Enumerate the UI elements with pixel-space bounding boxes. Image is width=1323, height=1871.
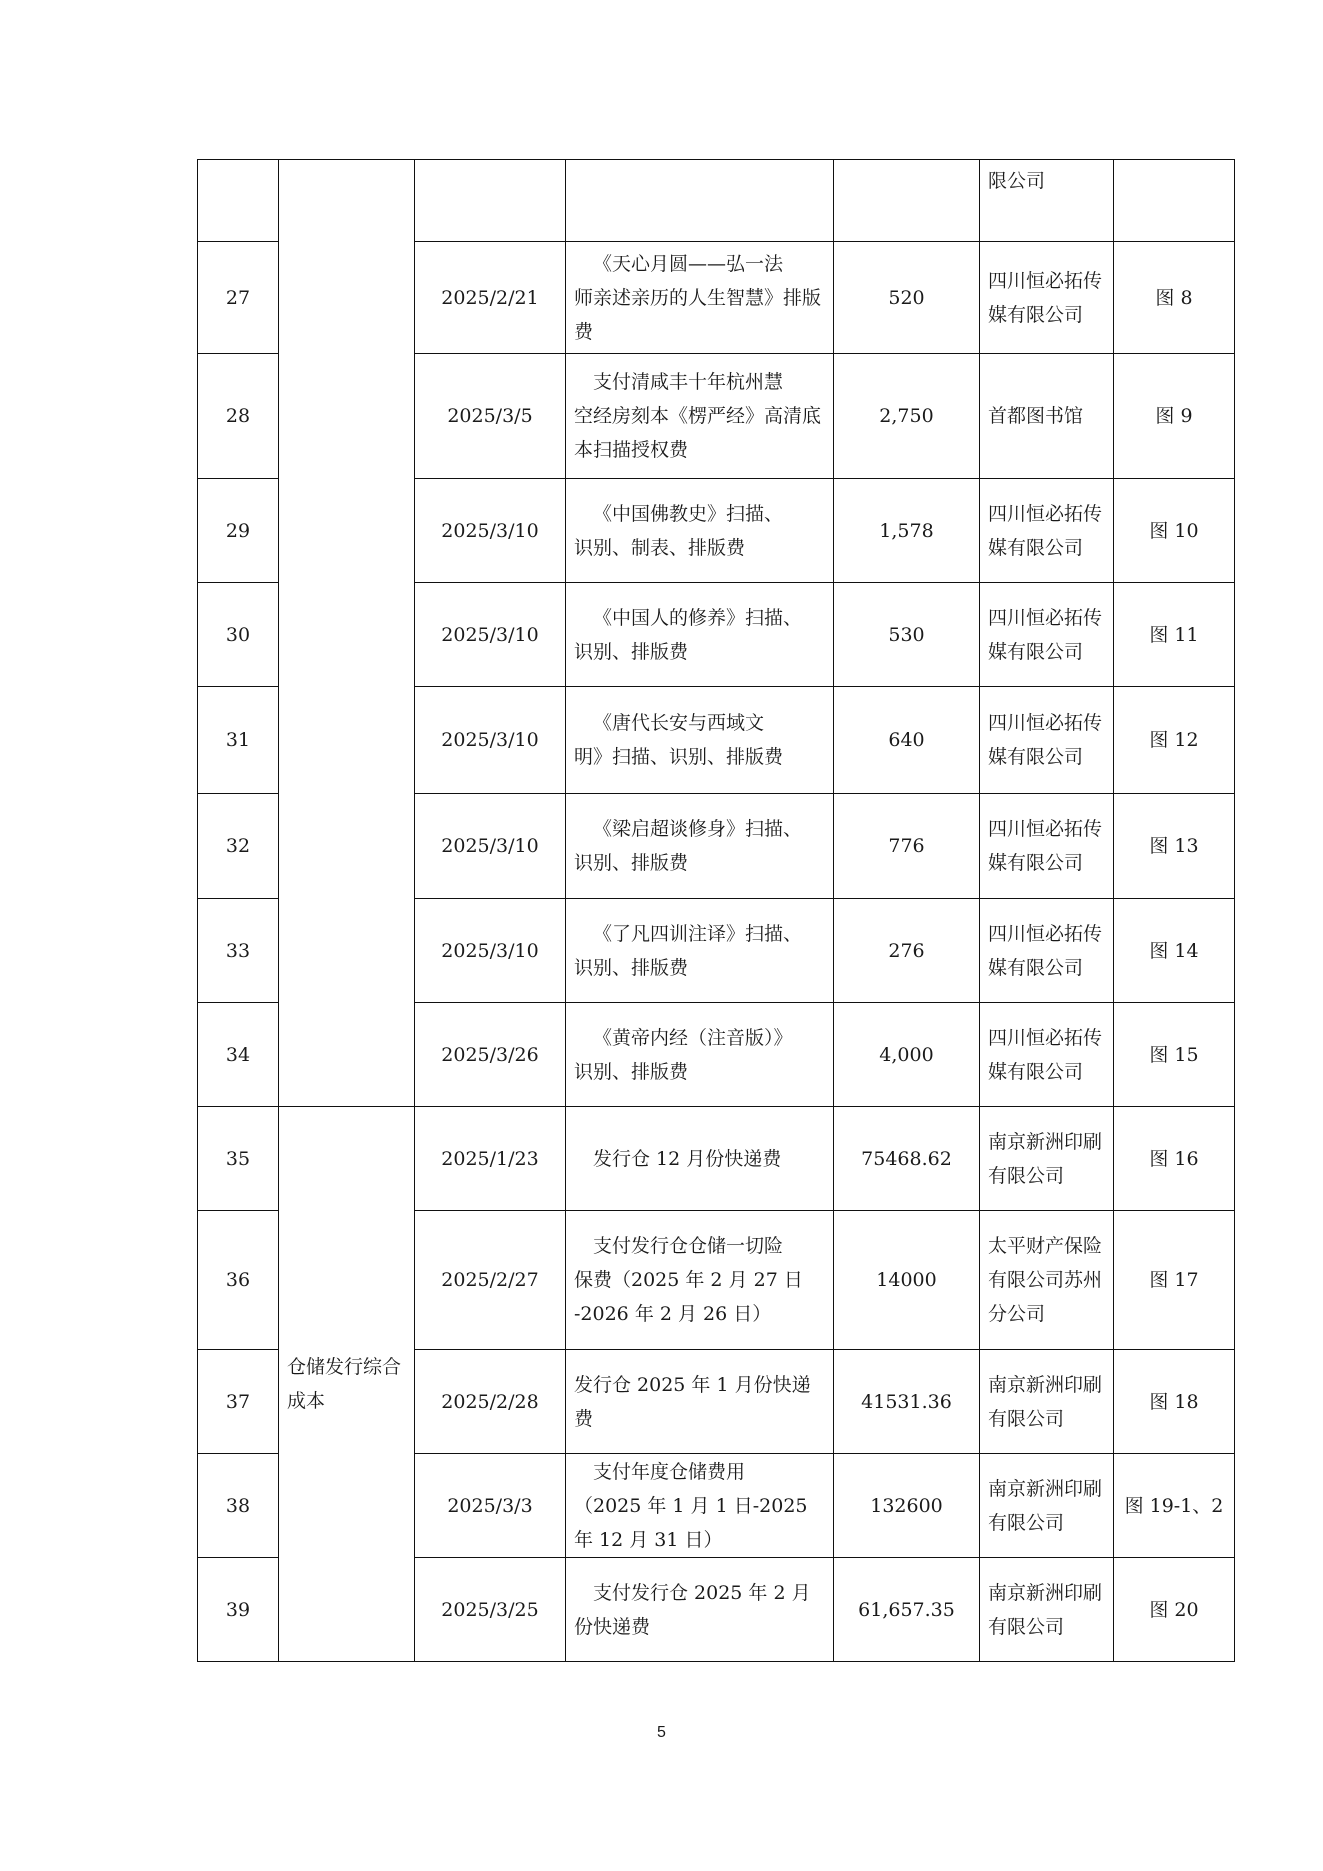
cell-payee: 四川恒必拓传媒有限公司 [980,479,1114,583]
cell-payee: 首都图书馆 [980,354,1114,479]
cell-amount: 776 [834,794,980,899]
description-line: 《中国佛教史》扫描、 [593,502,784,525]
cell-index: 30 [198,583,279,687]
description-line: （2025 年 1 月 1 日-2025 年 12 月 31 日） [574,1494,808,1551]
description-line: 支付发行仓仓储一切险 [593,1235,784,1257]
cell-amount: 132600 [834,1454,980,1558]
cell-figure: 图 10 [1114,479,1235,583]
cell-date: 2025/3/10 [415,899,566,1003]
cell-index: 29 [198,479,279,583]
cell-amount: 75468.62 [834,1107,980,1211]
description-line: 发行仓 12 月份快递费 [593,1147,782,1170]
cell-description [566,794,834,899]
description-line: 《了凡四训注译》扫描、 [593,922,803,945]
description-line: 识别、排版费 [574,640,689,663]
description-line: 支付年度仓储费用 [593,1460,746,1483]
cell-payee: 南京新洲印刷有限公司 [980,1454,1114,1558]
cell-index: 35 [198,1107,279,1211]
cell-index: 38 [198,1454,279,1558]
cell-payee: 四川恒必拓传媒有限公司 [980,583,1114,687]
cell-payee: 四川恒必拓传媒有限公司 [980,794,1114,899]
cell-category [279,160,415,1107]
cell-figure: 图 16 [1114,1107,1235,1211]
cell-payee: 南京新洲印刷有限公司 [980,1107,1114,1211]
cell-amount: 1,578 [834,479,980,583]
cell-figure: 图 13 [1114,794,1235,899]
cell-index: 36 [198,1211,279,1350]
cell-description [566,242,834,354]
cell-date: 2025/3/10 [415,583,566,687]
cell-figure: 图 12 [1114,687,1235,794]
page-number: 5 [657,1724,666,1741]
cell-description [566,479,834,583]
description-line: 份快递费 [574,1615,651,1638]
cell-description [566,1558,834,1662]
cell-date: 2025/3/10 [415,794,566,899]
description-line: 《天心月圆——弘一法 [593,252,784,275]
cell-amount: 640 [834,687,980,794]
cell-description [566,1211,834,1350]
cell-amount: 2,750 [834,354,980,479]
cell-payee: 四川恒必拓传媒有限公司 [980,899,1114,1003]
cell-date: 2025/2/27 [415,1211,566,1350]
cell-amount: 14000 [834,1211,980,1350]
cell-description [566,160,834,242]
cell-date: 2025/1/23 [415,1107,566,1211]
cell-description [566,354,834,479]
cell-payee: 限公司 [980,160,1114,242]
cell-amount: 61,657.35 [834,1558,980,1662]
description-line: 空经房刻本《楞严经》高清底本扫描授权费 [574,405,822,461]
cell-amount: 276 [834,899,980,1003]
cell-index: 31 [198,687,279,794]
cell-payee: 四川恒必拓传媒有限公司 [980,687,1114,794]
cell-date: 2025/3/3 [415,1454,566,1558]
cell-date [415,160,566,242]
cell-date: 2025/3/10 [415,687,566,794]
cell-index: 39 [198,1558,279,1662]
table-row [198,160,1235,242]
description-line: 《唐代长安与西域文 [593,712,765,734]
cell-date: 2025/2/28 [415,1350,566,1454]
cell-description [566,1454,834,1558]
description-line: 支付发行仓 2025 年 2 月 [593,1581,811,1604]
cell-figure: 图 9 [1114,354,1235,479]
cell-description [566,1107,834,1211]
cell-amount [834,160,980,242]
cell-amount: 520 [834,242,980,354]
cell-index: 27 [198,242,279,354]
cell-index: 32 [198,794,279,899]
cell-date: 2025/3/10 [415,479,566,583]
cell-amount: 4,000 [834,1003,980,1107]
description-line: 师亲述亲历的人生智慧》排版费 [574,286,822,343]
cell-index: 33 [198,899,279,1003]
cell-date: 2025/3/25 [415,1558,566,1662]
description-line: 识别、排版费 [574,852,689,874]
cell-description [566,1350,834,1454]
description-line: 《梁启超谈修身》扫描、 [593,818,803,840]
cell-payee: 四川恒必拓传媒有限公司 [980,1003,1114,1107]
cell-description [566,899,834,1003]
cell-index: 34 [198,1003,279,1107]
cell-amount: 41531.36 [834,1350,980,1454]
cell-payee: 四川恒必拓传媒有限公司 [980,242,1114,354]
cell-figure: 图 15 [1114,1003,1235,1107]
cell-index: 37 [198,1350,279,1454]
cell-category: 仓储发行综合成本 [279,1107,415,1662]
description-line: 《中国人的修养》扫描、 [593,606,803,629]
cell-payee: 南京新洲印刷有限公司 [980,1558,1114,1662]
cell-figure: 图 17 [1114,1211,1235,1350]
cell-figure: 图 11 [1114,583,1235,687]
cell-figure: 图 14 [1114,899,1235,1003]
table-row [198,1107,1235,1211]
cell-figure: 图 18 [1114,1350,1235,1454]
cell-payee: 南京新洲印刷有限公司 [980,1350,1114,1454]
cell-index: 28 [198,354,279,479]
description-line: 识别、排版费 [574,956,689,979]
description-line: 支付清咸丰十年杭州慧 [593,371,784,393]
cell-description [566,583,834,687]
description-line: 保费（2025 年 2 月 27 日 -2026 年 2 月 26 日） [574,1269,803,1325]
cell-date: 2025/3/26 [415,1003,566,1107]
description-line: 发行仓 2025 年 1 月份快递费 [574,1373,811,1430]
cell-description [566,1003,834,1107]
cell-payee: 太平财产保险有限公司苏州分公司 [980,1211,1114,1350]
expense-table [197,159,1235,1662]
cell-index [198,160,279,242]
description-line: 识别、排版费 [574,1060,689,1083]
cell-amount: 530 [834,583,980,687]
cell-figure: 图 19-1、2 [1114,1454,1235,1558]
description-line: 明》扫描、识别、排版费 [574,746,784,768]
cell-figure: 图 8 [1114,242,1235,354]
description-line: 《黄帝内经（注音版）》 [593,1026,793,1049]
cell-date: 2025/2/21 [415,242,566,354]
cell-description [566,687,834,794]
cell-figure [1114,160,1235,242]
description-line: 识别、制表、排版费 [574,536,746,559]
cell-figure: 图 20 [1114,1558,1235,1662]
cell-date: 2025/3/5 [415,354,566,479]
